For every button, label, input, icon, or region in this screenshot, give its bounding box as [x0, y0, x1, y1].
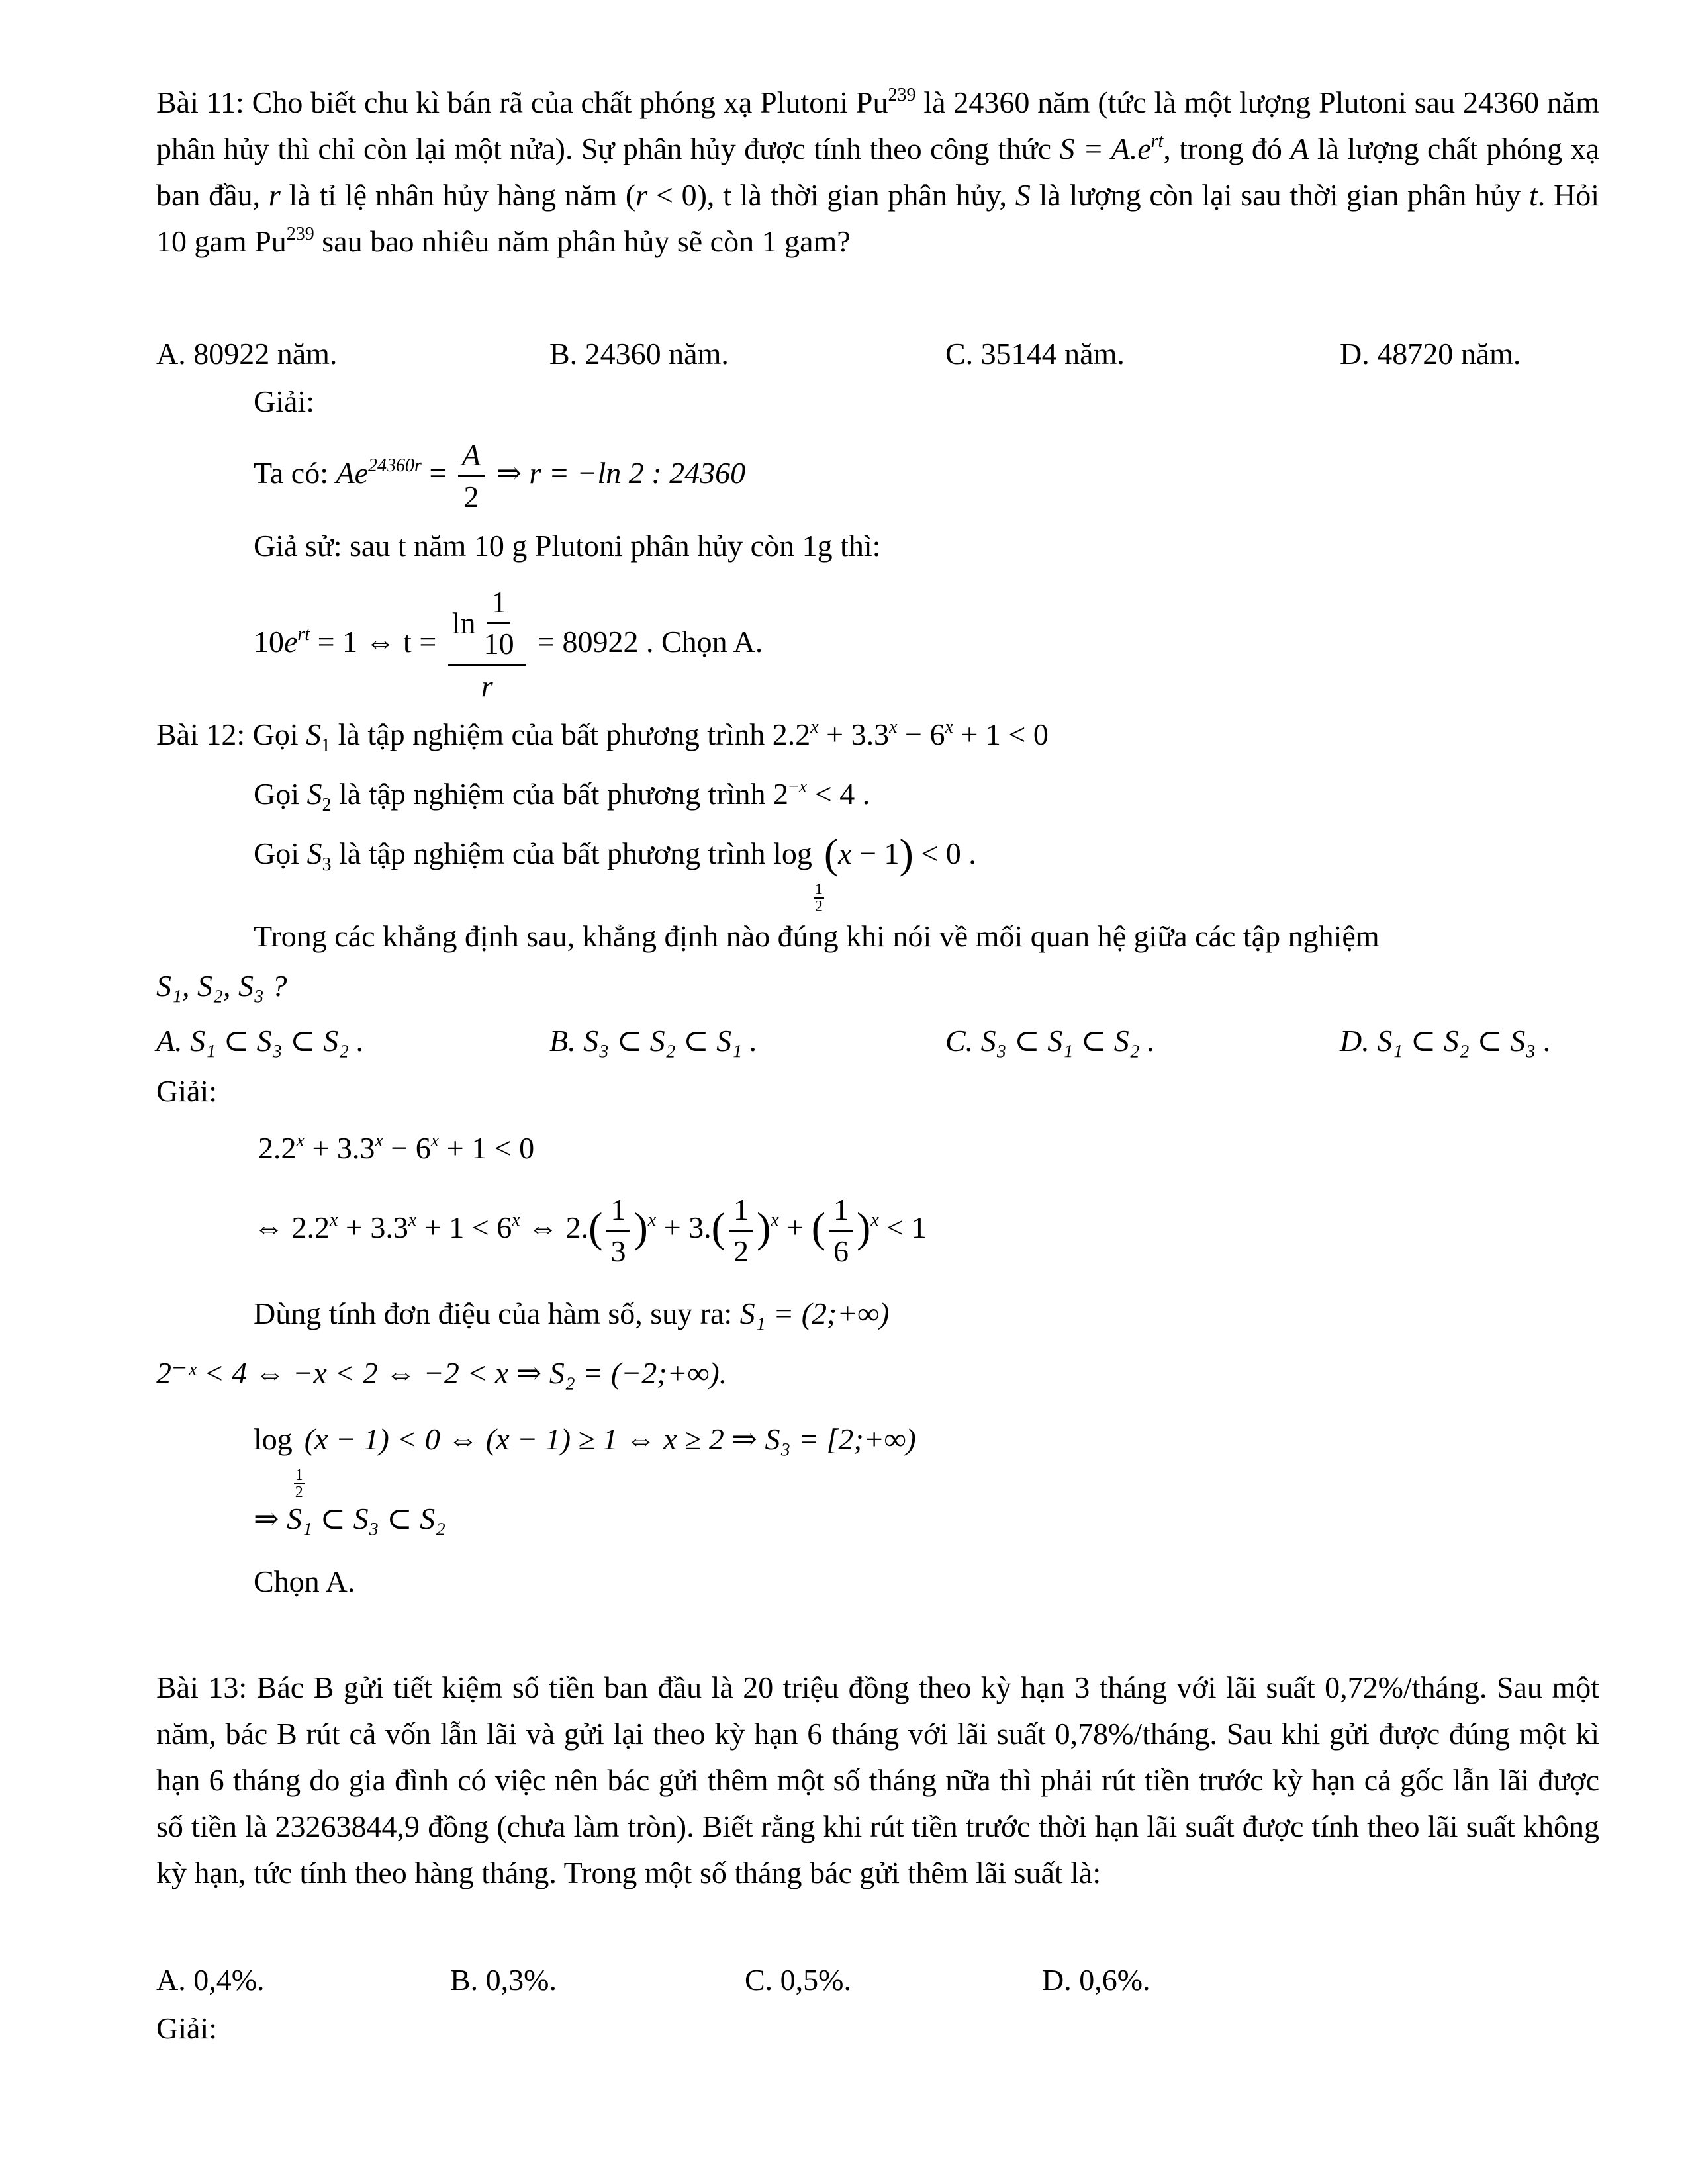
- bai12-sets: S₁, S₂, S₃ ?: [156, 969, 287, 1003]
- bai13-choice-c: C. 0,5%.: [745, 1963, 851, 1997]
- pu-symbol-2: Pu$^{239}$: [254, 224, 314, 258]
- bai12-don-dieu: Dùng tính đơn điệu của hàm số, suy ra: S₁ = (2;+∞): [254, 1297, 890, 1330]
- bai11-equation-2: $10e^{rt} = 1$ ⇔ t = ln $\frac{1}{10}$ r = 80922 . Chọn A.: [254, 576, 763, 708]
- bai13-problem: Bài 13: Bác B gửi tiết kiệm số tiền ban đầu là 20 triệu đồng theo kỳ hạn 3 tháng với lãi suất 0,72%/tháng. Sau một năm, bác B rút cả vốn lẫn lãi và gửi lại theo kỳ hạn 6 tháng với lãi suất 0,78%/tháng. Sau khi gửi được đúng một kì hạn 6 tháng do gia đình có việc nên bác gửi thêm một số tháng nữa thì phải rút tiền trước kỳ hạn cả gốc lẫn lãi được số tiền là 23263844,9 đồng (chưa làm tròn). Biết rằng khi rút tiền trước thời hạn lãi suất được tính theo lãi suất không kỳ hạn, tức tính theo hàng tháng. Trong một số tháng bác gửi thêm lãi suất là:: [156, 1670, 1599, 1889]
- bai13-choice-d: D. 0,6%.: [1042, 1963, 1150, 1997]
- bai11-equation-1: Ta có: $Ae^{24360r}$ = $\frac{A}{2}$ ⇒ r = −ln 2 : 24360: [254, 430, 745, 517]
- bai11-time-fraction: ln $\frac{1}{10}$ r: [448, 582, 526, 707]
- bai11-problem: Bài 11: Cho biết chu kì bán rã của chất phóng xạ Plutoni Pu$^{239}$ là 24360 năm (tức là một lượng Plutoni sau 24360 năm phân hủy thì chỉ còn lại một nửa). Sự phân hủy được tính theo công thức $S = A.e^{rt}$, trong đó A là lượng chất phóng xạ ban đầu, r là tỉ lệ nhân hủy hàng năm (r < 0), t là thời gian phân hủy, S là lượng còn lại sau thời gian phân hủy t. Hỏi 10 gam Pu$^{239}$ sau bao nhiêu năm phân hủy sẽ còn 1 gam?: [156, 85, 1600, 258]
- bai12-conclusion: ⇒ S₁ ⊂ S₃ ⊂ S₂: [254, 1502, 446, 1535]
- bai12-step-1: $2.2^x + 3.3^x - 6^x + 1 < 0$: [258, 1130, 535, 1165]
- bai12-choice-c: C. S₃ ⊂ S₁ ⊂ S₂ .: [945, 1024, 1155, 1058]
- bai12-s3-line: log $\frac{1}{2}$ (x − 1) < 0 ⇔ (x − 1) ≥ 1 ⇔ x ≥ 2 ⇒ S₃ = [2;+∞): [254, 1422, 916, 1501]
- bai12-choice-d: D. S₁ ⊂ S₂ ⊂ S₃ .: [1340, 1024, 1552, 1058]
- bai11-choice-a: A. 80922 năm.: [156, 337, 338, 371]
- bai12-step-2: ⇔ $2.2^x + 3.3^x + 1 < 6^x$ ⇔ 2.( $\frac{1}{3}$ )$^x$ + 3.( $\frac{1}{2}$ )$^x$ + ( $\frac{1}{6}$ )$^x$ < 1: [254, 1178, 927, 1277]
- bai13-choice-a: A. 0,4%.: [156, 1963, 265, 1997]
- bai12-s2-line: 2⁻ˣ < 4 ⇔ −x < 2 ⇔ −2 < x ⇒ S₂ = (−2;+∞).: [156, 1356, 727, 1390]
- pu-symbol: Pu$^{239}$: [855, 85, 916, 119]
- bai13-choice-b: B. 0,3%.: [450, 1963, 557, 1997]
- bai13-giai-label: Giải:: [156, 2011, 217, 2045]
- bai12-q3: Gọi $S_3$ là tập nghiệm của bất phương trình log $\frac{1}{2}$ (x − 1) < 0 .: [254, 830, 976, 915]
- bai11-gia-su: Giả sử: sau t năm 10 g Plutoni phân hủy còn 1g thì:: [254, 529, 881, 563]
- bai12-giai-label: Giải:: [156, 1074, 217, 1108]
- bai11-choice-d: D. 48720 năm.: [1340, 337, 1521, 371]
- bai11-choice-c: C. 35144 năm.: [945, 337, 1125, 371]
- bai12-chon: Chọn A.: [254, 1565, 355, 1598]
- bai12-choice-a: A. S₁ ⊂ S₃ ⊂ S₂ .: [156, 1024, 365, 1058]
- bai12-q2: Gọi $S_2$ là tập nghiệm của bất phương trình $2^{-x} < 4$ .: [254, 776, 870, 815]
- bai11-choice-b: B. 24360 năm.: [549, 337, 729, 371]
- bai12-choice-b: B. S₃ ⊂ S₂ ⊂ S₁ .: [549, 1024, 758, 1058]
- bai12-question: Trong các khẳng định sau, khẳng định nào đúng khi nói về mối quan hệ giữa các tập nghiệm: [254, 919, 1380, 953]
- bai12-q1: Bài 12: Gọi $S_1$ là tập nghiệm của bất phương trình $2.2^x + 3.3^x - 6^x + 1 < 0$: [156, 717, 1049, 756]
- decay-formula: $S = A.e^{rt}$: [1059, 131, 1164, 165]
- bai11-giai-label: Giải:: [254, 385, 314, 418]
